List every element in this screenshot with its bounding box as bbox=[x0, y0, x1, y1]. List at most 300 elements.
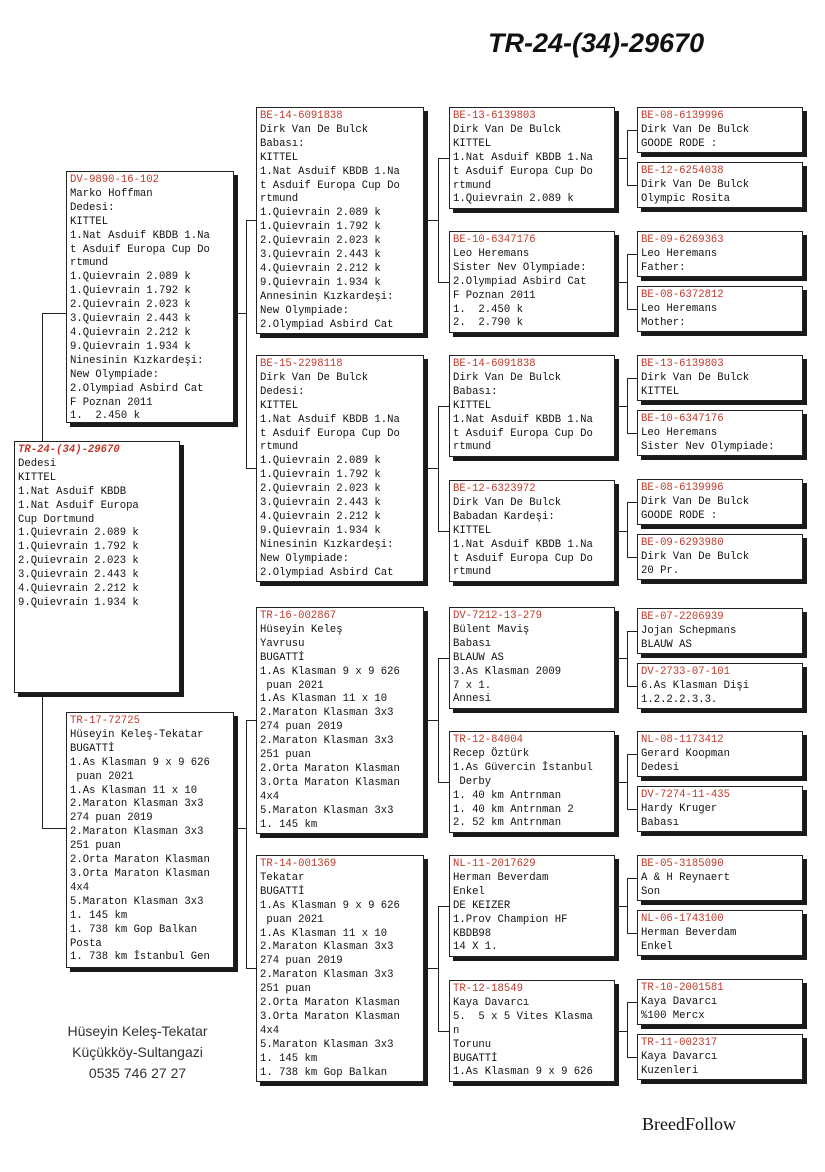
ring-number: TR-11-002317 bbox=[641, 1037, 718, 1049]
ring-number: BE-10-6347176 bbox=[453, 234, 536, 246]
card-text-line: 1.Nat Asduif KBDB 1.Na bbox=[453, 538, 593, 551]
card-text-line: 2.Maraton Klasman 3x3 bbox=[260, 707, 394, 720]
card-text-line: KITTEL bbox=[260, 399, 299, 412]
card-text-line: 1.Quievrain 1.792 k bbox=[70, 285, 191, 298]
owner-info bbox=[40, 1021, 235, 1084]
card-text-line: Kaya Davarcı bbox=[453, 996, 530, 1009]
connector-line bbox=[438, 658, 439, 782]
card-text-line: Sister Nev Olympiade: bbox=[641, 440, 775, 453]
ring-number: BE-12-6254038 bbox=[641, 165, 724, 177]
card-text-line: 20 Pr. bbox=[641, 564, 680, 577]
card-text-line: 9.Quievrain 1.934 k bbox=[260, 524, 381, 537]
card-text-line: t Asduif Europa Cup Do bbox=[453, 165, 593, 178]
card-text-line: Jojan Schepmans bbox=[641, 624, 737, 637]
ring-number: TR-12-18549 bbox=[453, 983, 523, 995]
g3-card[interactable] bbox=[449, 480, 615, 582]
card-text-line: KITTEL bbox=[453, 137, 492, 150]
card-text-line: GOODE RODE : bbox=[641, 509, 718, 522]
card-text-line: 1.As Klasman 9 x 9 626 bbox=[453, 1066, 593, 1079]
card-text-line: t Asduif Europa Cup Do bbox=[260, 427, 400, 440]
connector-line bbox=[42, 313, 66, 314]
connector-line bbox=[246, 220, 256, 221]
ring-number: TR-14-001369 bbox=[260, 858, 337, 870]
g3-card[interactable] bbox=[449, 607, 615, 709]
ring-number: NL-11-2017629 bbox=[453, 858, 536, 870]
card-text-line: 1.Quievrain 2.089 k bbox=[260, 455, 381, 468]
card-text-line: t Asduif Europa Cup Do bbox=[453, 552, 593, 565]
card-text-line: 6.As Klasman Dişi bbox=[641, 679, 750, 692]
card-text-line: 1.Nat Asduif KBDB 1.Na bbox=[260, 165, 400, 178]
owner-name: Hüseyin Keleş-Tekatar bbox=[67, 1023, 208, 1039]
card-text-line: rtmund bbox=[453, 441, 492, 454]
connector-line bbox=[627, 309, 637, 310]
connector-line bbox=[627, 933, 637, 934]
sire-dam-card[interactable] bbox=[256, 355, 424, 582]
sire-sire-card[interactable] bbox=[256, 107, 424, 334]
card-text-line: KITTEL bbox=[641, 385, 680, 398]
card-text-line: Dirk Van De Bulck bbox=[641, 371, 750, 384]
card-text-line: 1.Prov Champion HF bbox=[453, 913, 568, 926]
card-text-line: 5.Maraton Klasman 3x3 bbox=[260, 804, 394, 817]
card-text-line: 1.Quievrain 2.089 k bbox=[453, 193, 574, 206]
dam-dam-card[interactable] bbox=[256, 855, 424, 1082]
connector-line bbox=[619, 282, 627, 283]
card-text-line: 2.Orta Maraton Klasman bbox=[260, 997, 400, 1010]
card-text-line: DE KEIZER bbox=[453, 899, 511, 912]
card-text-line: puan 2021 bbox=[260, 913, 324, 926]
ring-number: BE-13-6139803 bbox=[641, 358, 724, 370]
g4-card[interactable] bbox=[637, 979, 803, 1025]
g4-card[interactable] bbox=[637, 231, 803, 277]
card-text-line: 4.Quievrain 2.212 k bbox=[18, 583, 139, 596]
ring-number: BE-14-6091838 bbox=[260, 110, 343, 122]
card-text-line: 4x4 bbox=[260, 790, 280, 803]
g4-card[interactable] bbox=[637, 910, 803, 956]
sire-card[interactable] bbox=[66, 171, 234, 423]
connector-line bbox=[246, 220, 247, 468]
card-text-line: 251 puan bbox=[260, 983, 311, 996]
card-text-line: BLAUW AS bbox=[641, 638, 692, 651]
ring-number: TR-12-84004 bbox=[453, 734, 523, 746]
card-text-line: New Olympiade: bbox=[70, 368, 160, 381]
connector-line bbox=[42, 828, 66, 829]
connector-line bbox=[246, 468, 256, 469]
card-text-line: 1.Nat Asduif KBDB 1.Na bbox=[70, 229, 210, 242]
card-text-line: Dirk Van De Bulck bbox=[641, 550, 750, 563]
card-text-line: Hardy Kruger bbox=[641, 802, 718, 815]
connector-line bbox=[438, 906, 439, 1031]
g4-card[interactable] bbox=[637, 1034, 803, 1080]
connector-line bbox=[428, 468, 438, 469]
subject-card[interactable] bbox=[14, 441, 180, 693]
card-text-line: Leo Heremans bbox=[641, 426, 718, 439]
card-text-line: Recep Öztürk bbox=[453, 747, 530, 760]
card-text-line: Dedesi: bbox=[260, 385, 305, 398]
ring-number: BE-08-6372812 bbox=[641, 289, 724, 301]
card-text-line: 2.Quievrain 2.023 k bbox=[18, 555, 139, 568]
card-text-line: 1.As Klasman 11 x 10 bbox=[70, 784, 198, 797]
ring-number: DV-9890-16-102 bbox=[70, 174, 160, 186]
card-text-line: 2.Olympiad Asbird Cat bbox=[260, 566, 394, 579]
g4-card[interactable] bbox=[637, 786, 803, 832]
card-text-line: Son bbox=[641, 885, 661, 898]
card-text-line: Dirk Van De Bulck bbox=[453, 496, 562, 509]
card-text-line: F Poznan 2011 bbox=[70, 396, 153, 409]
card-text-line: 1.As Klasman 9 x 9 626 bbox=[260, 899, 400, 912]
card-text-line: 1. 738 km Gop Balkan bbox=[260, 1066, 388, 1079]
connector-line bbox=[627, 754, 628, 809]
card-text-line: 2.Quievrain 2.023 k bbox=[70, 299, 191, 312]
card-text-line: Dedesi bbox=[641, 761, 680, 774]
card-text-line: Ninesinin Kızkardeşi: bbox=[70, 354, 204, 367]
g4-card[interactable] bbox=[637, 286, 803, 332]
connector-line bbox=[619, 158, 627, 159]
card-text-line: 1.Quievrain 1.792 k bbox=[18, 541, 139, 554]
card-text-line: Dirk Van De Bulck bbox=[453, 371, 562, 384]
card-text-line: Father: bbox=[641, 261, 686, 274]
brand-logo: BreedFollow bbox=[642, 1114, 736, 1134]
card-text-line: 1.Quievrain 2.089 k bbox=[18, 527, 139, 540]
card-text-line: Torunu bbox=[453, 1038, 492, 1051]
card-text-line: 2.Maraton Klasman 3x3 bbox=[260, 941, 394, 954]
card-text-line: 251 puan bbox=[260, 749, 311, 762]
card-text-line: 2.Orta Maraton Klasman bbox=[260, 762, 400, 775]
connector-line bbox=[438, 658, 449, 659]
ring-number: BE-08-6139996 bbox=[641, 110, 724, 122]
card-text-line: Herman Beverdam bbox=[641, 926, 737, 939]
card-text-line: 1. 2.450 k bbox=[453, 303, 523, 316]
card-text-line: Babası bbox=[453, 637, 492, 650]
card-text-line: Tekatar bbox=[260, 871, 305, 884]
connector-line bbox=[438, 158, 439, 282]
ring-number: DV-7212-13-279 bbox=[453, 610, 543, 622]
card-text-line: 2.Maraton Klasman 3x3 bbox=[70, 798, 204, 811]
g4-card[interactable] bbox=[637, 534, 803, 580]
g4-card[interactable] bbox=[637, 731, 803, 777]
card-text-line: rtmund bbox=[70, 257, 109, 270]
connector-line bbox=[246, 968, 256, 969]
connector-line bbox=[438, 282, 449, 283]
ring-number: BE-15-2298118 bbox=[260, 358, 343, 370]
connector-line bbox=[627, 878, 628, 933]
card-text-line: rtmund bbox=[453, 566, 492, 579]
card-text-line: 1.Nat Asduif KBDB bbox=[18, 485, 127, 498]
connector-line bbox=[619, 1031, 627, 1032]
card-text-line: 4.Quievrain 2.212 k bbox=[260, 510, 381, 523]
g4-card[interactable] bbox=[637, 162, 803, 208]
connector-line bbox=[619, 658, 627, 659]
card-text-line: Kaya Davarcı bbox=[641, 995, 718, 1008]
card-text-line: 1.Nat Asduif KBDB 1.Na bbox=[453, 413, 593, 426]
card-text-line: 3.Quievrain 2.443 k bbox=[260, 249, 381, 262]
card-text-line: 1. 145 km bbox=[260, 818, 318, 831]
ring-number: BE-13-6139803 bbox=[453, 110, 536, 122]
g4-card[interactable] bbox=[637, 479, 803, 525]
card-text-line: Yavrusu bbox=[260, 637, 305, 650]
card-text-line: 2.Maraton Klasman 3x3 bbox=[260, 969, 394, 982]
card-text-line: New Olympiade: bbox=[260, 304, 350, 317]
card-text-line: 2.Maraton Klasman 3x3 bbox=[70, 826, 204, 839]
card-text-line: Enkel bbox=[641, 940, 673, 953]
card-text-line: 2. 52 km Antrnman bbox=[453, 817, 562, 830]
card-text-line: Dirk Van De Bulck bbox=[641, 495, 750, 508]
connector-line bbox=[627, 502, 637, 503]
card-text-line: Hüseyin Keleş-Tekatar bbox=[70, 728, 204, 741]
card-text-line: %100 Mercx bbox=[641, 1009, 705, 1022]
connector-line bbox=[627, 254, 628, 309]
ring-number: TR-17-72725 bbox=[70, 715, 140, 727]
ring-number: BE-07-2206939 bbox=[641, 611, 724, 623]
card-text-line: Kaya Davarcı bbox=[641, 1050, 718, 1063]
owner-address: Küçükköy-Sultangazi bbox=[72, 1044, 203, 1060]
card-text-line: 9.Quievrain 1.934 k bbox=[260, 276, 381, 289]
dam-card[interactable] bbox=[66, 712, 234, 968]
card-text-line: 3.Orta Maraton Klasman bbox=[70, 867, 210, 880]
card-text-line: 251 puan bbox=[70, 840, 121, 853]
ring-number: NL-06-1743100 bbox=[641, 913, 724, 925]
card-text-line: KITTEL bbox=[18, 471, 57, 484]
card-text-line: 1. 145 km bbox=[260, 1052, 318, 1065]
card-text-line: 2.Olympiad Asbird Cat bbox=[260, 318, 394, 331]
card-text-line: rtmund bbox=[260, 441, 299, 454]
card-text-line: New Olympiade: bbox=[260, 552, 350, 565]
connector-line bbox=[627, 809, 637, 810]
g4-card[interactable] bbox=[637, 855, 803, 901]
ring-number: TR-10-2001581 bbox=[641, 982, 724, 994]
connector-line bbox=[438, 1031, 449, 1032]
g4-card[interactable] bbox=[637, 663, 803, 709]
card-text-line: 3.Orta Maraton Klasman bbox=[260, 1010, 400, 1023]
card-text-line: Gerard Koopman bbox=[641, 747, 731, 760]
card-text-line: Mother: bbox=[641, 316, 686, 329]
connector-line bbox=[428, 220, 438, 221]
card-text-line: 3.As Klasman 2009 bbox=[453, 665, 562, 678]
card-text-line: 1.Nat Asduif Europa bbox=[18, 499, 139, 512]
connector-line bbox=[627, 631, 628, 686]
connector-line bbox=[438, 906, 449, 907]
card-text-line: 5.Maraton Klasman 3x3 bbox=[260, 1038, 394, 1051]
card-text-line: 1.Nat Asduif KBDB 1.Na bbox=[453, 151, 593, 164]
ring-number: BE-12-6323972 bbox=[453, 483, 536, 495]
connector-line bbox=[42, 697, 43, 828]
card-text-line: 2.Maraton Klasman 3x3 bbox=[260, 735, 394, 748]
card-text-line: Sister Nev Olympiade: bbox=[453, 261, 587, 274]
card-text-line: Kuzenleri bbox=[641, 1064, 699, 1077]
card-text-line: 1. 738 km İstanbul Gen bbox=[70, 951, 210, 964]
connector-line bbox=[627, 686, 637, 687]
connector-line bbox=[438, 531, 449, 532]
card-text-line: 1.As Klasman 11 x 10 bbox=[260, 693, 388, 706]
card-text-line: Posta bbox=[70, 937, 102, 950]
card-text-line: Hüseyin Keleş bbox=[260, 623, 343, 636]
g3-card[interactable] bbox=[449, 355, 615, 457]
card-text-line: 1.Nat Asduif KBDB 1.Na bbox=[260, 413, 400, 426]
card-text-line: 1. 40 km Antrnman bbox=[453, 789, 562, 802]
card-text-line: 1. 40 km Antrnman 2 bbox=[453, 803, 574, 816]
card-text-line: Annesinin Kızkardeşi: bbox=[260, 290, 394, 303]
card-text-line: Leo Heremans bbox=[641, 302, 718, 315]
card-text-line: Bülent Maviş bbox=[453, 623, 530, 636]
card-text-line: 2.Olympiad Asbird Cat bbox=[453, 275, 587, 288]
connector-line bbox=[627, 378, 628, 433]
card-text-line: 2.Quievrain 2.023 k bbox=[260, 483, 381, 496]
ring-number: DV-7274-11-435 bbox=[641, 789, 731, 801]
card-text-line: t Asduif Europa Cup Do bbox=[453, 427, 593, 440]
card-text-line: 274 puan 2019 bbox=[260, 721, 343, 734]
card-text-line: 9.Quievrain 1.934 k bbox=[18, 596, 139, 609]
card-text-line: 4.Quievrain 2.212 k bbox=[70, 326, 191, 339]
connector-line bbox=[238, 828, 246, 829]
card-text-line: 1. 738 km Gop Balkan bbox=[70, 923, 198, 936]
connector-line bbox=[619, 906, 627, 907]
card-text-line: 5.Maraton Klasman 3x3 bbox=[70, 895, 204, 908]
connector-line bbox=[238, 313, 246, 314]
card-text-line: KITTEL bbox=[453, 399, 492, 412]
card-text-line: Dirk Van De Bulck bbox=[260, 123, 369, 136]
card-text-line: 1.Quievrain 2.089 k bbox=[70, 271, 191, 284]
g3-card[interactable] bbox=[449, 231, 615, 333]
connector-line bbox=[627, 502, 628, 557]
card-text-line: Cup Dortmund bbox=[18, 513, 95, 526]
card-text-line: BUGATTİ bbox=[260, 885, 305, 898]
card-text-line: Dirk Van De Bulck bbox=[453, 123, 562, 136]
card-text-line: 1. 2.450 k bbox=[70, 410, 140, 423]
card-text-line: n bbox=[453, 1024, 460, 1037]
card-text-line: Dedesi: bbox=[70, 201, 115, 214]
card-text-line: Enkel bbox=[453, 885, 485, 898]
card-text-line: Dirk Van De Bulck bbox=[641, 123, 750, 136]
connector-line bbox=[438, 406, 439, 531]
g3-card[interactable] bbox=[449, 107, 615, 209]
g4-card[interactable] bbox=[637, 410, 803, 456]
card-text-line: 1. 145 km bbox=[70, 909, 128, 922]
ring-number: BE-05-3185090 bbox=[641, 858, 724, 870]
connector-line bbox=[42, 313, 43, 441]
g3-card[interactable] bbox=[449, 980, 615, 1082]
connector-line bbox=[438, 158, 449, 159]
g4-card[interactable] bbox=[637, 107, 803, 153]
connector-line bbox=[627, 1002, 637, 1003]
connector-line bbox=[627, 878, 637, 879]
card-text-line: 1.Quievrain 1.792 k bbox=[260, 469, 381, 482]
card-text-line: 9.Quievrain 1.934 k bbox=[70, 340, 191, 353]
g3-card[interactable] bbox=[449, 855, 615, 957]
card-text-line: Babadan Kardeşi: bbox=[453, 510, 555, 523]
card-text-line: 1.As Klasman 9 x 9 626 bbox=[260, 665, 400, 678]
card-text-line: rtmund bbox=[260, 193, 299, 206]
card-text-line: Leo Heremans bbox=[453, 247, 530, 260]
card-text-line: KBDB98 bbox=[453, 927, 492, 940]
card-text-line: 7 x 1. bbox=[453, 679, 492, 692]
connector-line bbox=[428, 720, 438, 721]
g3-card[interactable] bbox=[449, 731, 615, 833]
card-text-line: KITTEL bbox=[260, 151, 299, 164]
card-text-line: t Asduif Europa Cup Do bbox=[70, 243, 210, 256]
g4-card[interactable] bbox=[637, 608, 803, 654]
connector-line bbox=[246, 720, 256, 721]
card-text-line: 4x4 bbox=[70, 881, 90, 894]
card-text-line: 1.As Klasman 11 x 10 bbox=[260, 927, 388, 940]
card-text-line: 1.As Güvercin İstanbul bbox=[453, 761, 593, 774]
card-text-line: Ninesinin Kızkardeşi: bbox=[260, 538, 394, 551]
card-text-line: Babası: bbox=[260, 137, 305, 150]
card-text-line: 1.Quievrain 1.792 k bbox=[260, 221, 381, 234]
card-text-line: 5. 5 x 5 Vites Klasma bbox=[453, 1010, 593, 1023]
card-text-line: 14 X 1. bbox=[453, 941, 498, 954]
card-text-line: Babası: bbox=[453, 385, 498, 398]
card-text-line: 4x4 bbox=[260, 1024, 280, 1037]
card-text-line: Herman Beverdam bbox=[453, 871, 549, 884]
card-text-line: GOODE RODE : bbox=[641, 137, 718, 150]
connector-line bbox=[627, 631, 637, 632]
card-text-line: puan 2021 bbox=[70, 770, 134, 783]
card-text-line: 274 puan 2019 bbox=[70, 812, 153, 825]
card-text-line: Dirk Van De Bulck bbox=[641, 178, 750, 191]
card-text-line: 2. 2.790 k bbox=[453, 317, 523, 330]
connector-line bbox=[619, 782, 627, 783]
card-text-line: Babası bbox=[641, 816, 680, 829]
card-text-line: Derby bbox=[453, 775, 492, 788]
card-text-line: 3.Orta Maraton Klasman bbox=[260, 776, 400, 789]
connector-line bbox=[246, 720, 247, 968]
connector-line bbox=[627, 754, 637, 755]
connector-line bbox=[627, 1057, 637, 1058]
card-text-line: 2.Quievrain 2.023 k bbox=[260, 235, 381, 248]
ring-number: BE-09-6293980 bbox=[641, 537, 724, 549]
card-text-line: Dirk Van De Bulck bbox=[260, 371, 369, 384]
card-text-line: puan 2021 bbox=[260, 679, 324, 692]
connector-line bbox=[619, 531, 627, 532]
card-text-line: 2.Orta Maraton Klasman bbox=[70, 854, 210, 867]
card-text-line: 1.Quievrain 2.089 k bbox=[260, 207, 381, 220]
ring-number: BE-10-6347176 bbox=[641, 413, 724, 425]
dam-sire-card[interactable] bbox=[256, 607, 424, 834]
connector-line bbox=[627, 433, 637, 434]
card-text-line: 3.Quievrain 2.443 k bbox=[70, 313, 191, 326]
connector-line bbox=[438, 782, 449, 783]
page-title: TR-24-(34)-29670 bbox=[488, 28, 705, 58]
card-text-line: KITTEL bbox=[453, 524, 492, 537]
card-text-line: BLAUW AS bbox=[453, 651, 504, 664]
card-text-line: Marko Hoffman bbox=[70, 187, 153, 200]
connector-line bbox=[627, 130, 637, 131]
ring-number: BE-14-6091838 bbox=[453, 358, 536, 370]
card-text-line: rtmund bbox=[453, 179, 492, 192]
card-text-line: 4.Quievrain 2.212 k bbox=[260, 262, 381, 275]
card-text-line: 1.2.2.2.3.3. bbox=[641, 693, 718, 706]
card-text-line: BUGATTİ bbox=[70, 742, 115, 755]
card-text-line: BUGATTİ bbox=[453, 1052, 498, 1065]
card-text-line: 3.Quievrain 2.443 k bbox=[18, 569, 139, 582]
connector-line bbox=[627, 254, 637, 255]
card-text-line: F Poznan 2011 bbox=[453, 289, 536, 302]
ring-number: TR-24-(34)-29670 bbox=[18, 444, 120, 456]
card-text-line: A & H Reynaert bbox=[641, 871, 731, 884]
connector-line bbox=[428, 968, 438, 969]
connector-line bbox=[438, 406, 449, 407]
card-text-line: 274 puan 2019 bbox=[260, 955, 343, 968]
card-text-line: Olympic Rosita bbox=[641, 192, 731, 205]
connector-line bbox=[627, 1002, 628, 1057]
owner-phone: 0535 746 27 27 bbox=[88, 1065, 187, 1081]
ring-number: TR-16-002867 bbox=[260, 610, 337, 622]
connector-line bbox=[627, 185, 637, 186]
g4-card[interactable] bbox=[637, 355, 803, 401]
card-text-line: 2.Olympiad Asbird Cat bbox=[70, 382, 204, 395]
card-text-line: 3.Quievrain 2.443 k bbox=[260, 497, 381, 510]
card-text-line: t Asduif Europa Cup Do bbox=[260, 179, 400, 192]
connector-line bbox=[627, 130, 628, 185]
